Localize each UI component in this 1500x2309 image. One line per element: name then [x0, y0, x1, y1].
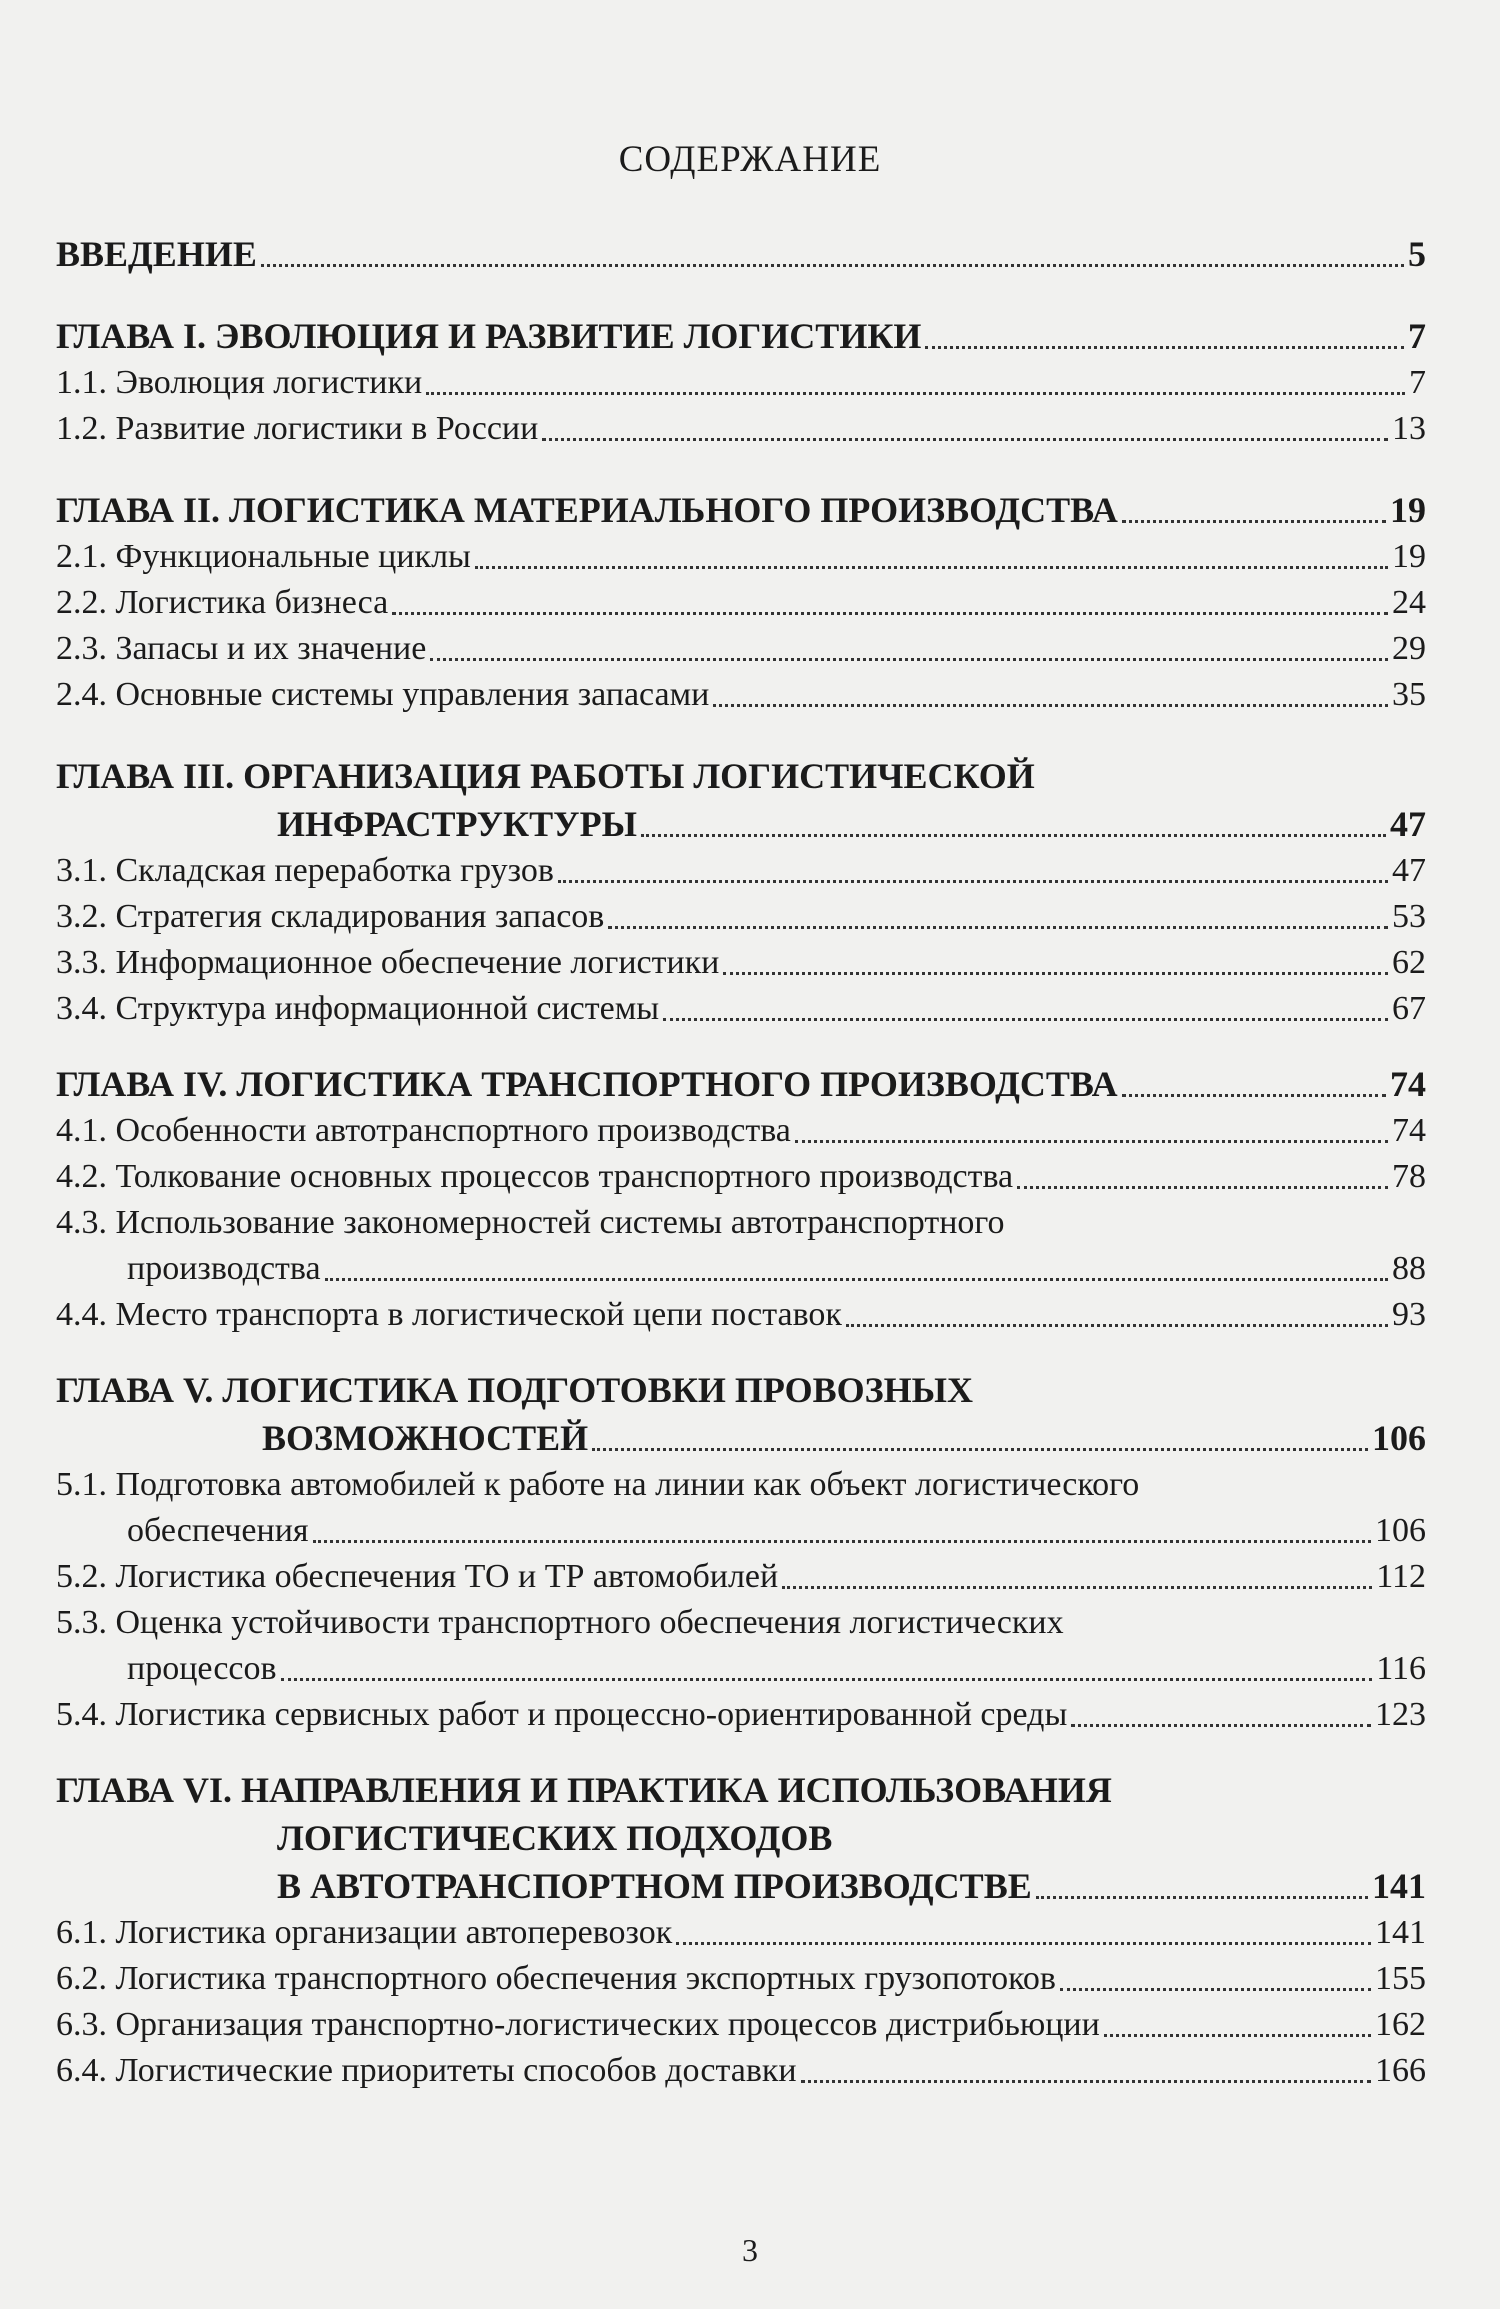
toc-chapter-5: ВОЗМОЖНОСТЕЙ 106 [262, 1418, 1426, 1458]
toc-section-3-1: 3.1. Складская переработка грузов 47 [56, 852, 1426, 889]
toc-chapter-6-line-2: ЛОГИСТИЧЕСКИХ ПОДХОДОВ [277, 1818, 833, 1858]
toc-chapter-2: ГЛАВА II. ЛОГИСТИКА МАТЕРИАЛЬНОГО ПРОИЗВОДСТВА 19 [56, 490, 1426, 530]
toc-section-2-2: 2.2. Логистика бизнеса 24 [56, 584, 1426, 621]
toc-section-3-4: 3.4. Структура информационной системы 67 [56, 990, 1426, 1027]
toc-section-6-1: 6.1. Логистика организации автоперевозок 141 [56, 1914, 1426, 1951]
toc-section-5-1-line-1: 5.1. Подготовка автомобилей к работе на линии как объект логистического [56, 1466, 1140, 1503]
toc-section-5-4: 5.4. Логистика сервисных работ и процессно-ориентированной среды 123 [56, 1696, 1426, 1733]
toc-chapter-3: ИНФРАСТРУКТУРЫ 47 [277, 804, 1426, 844]
toc-chapter-5-line-1: ГЛАВА V. ЛОГИСТИКА ПОДГОТОВКИ ПРОВОЗНЫХ [56, 1370, 974, 1410]
toc-chapter-6-line-1: ГЛАВА VI. НАПРАВЛЕНИЯ И ПРАКТИКА ИСПОЛЬЗОВАНИЯ [56, 1770, 1112, 1810]
toc-section-2-4: 2.4. Основные системы управления запасами 35 [56, 676, 1426, 713]
toc-entry-intro: ВВЕДЕНИЕ 5 [56, 234, 1426, 274]
toc-section-6-4: 6.4. Логистические приоритеты способов доставки 166 [56, 2052, 1426, 2089]
toc-section-4-1: 4.1. Особенности автотранспортного производства 74 [56, 1112, 1426, 1149]
toc-section-4-3: производства 88 [127, 1250, 1426, 1287]
toc-section-5-3: процессов 116 [127, 1650, 1426, 1687]
toc-chapter-6: В АВТОТРАНСПОРТНОМ ПРОИЗВОДСТВЕ 141 [277, 1866, 1426, 1906]
page-number: 3 [742, 2232, 758, 2268]
toc-section-5-3-line-1: 5.3. Оценка устойчивости транспортного обеспечения логистических [56, 1604, 1064, 1641]
table-of-contents [56, 230, 1426, 2094]
toc-section-2-3: 2.3. Запасы и их значение 29 [56, 630, 1426, 667]
toc-section-5-1: обеспечения 106 [127, 1512, 1426, 1549]
toc-section-1-2: 1.2. Развитие логистики в России 13 [56, 410, 1426, 447]
toc-section-3-2: 3.2. Стратегия складирования запасов 53 [56, 898, 1426, 935]
toc-chapter-1: ГЛАВА I. ЭВОЛЮЦИЯ И РАЗВИТИЕ ЛОГИСТИКИ 7 [56, 316, 1426, 356]
toc-section-5-2: 5.2. Логистика обеспечения ТО и ТР автомобилей 112 [56, 1558, 1426, 1595]
toc-chapter-4: ГЛАВА IV. ЛОГИСТИКА ТРАНСПОРТНОГО ПРОИЗВОДСТВА 74 [56, 1064, 1426, 1104]
toc-section-6-2: 6.2. Логистика транспортного обеспечения экспортных грузопотоков 155 [56, 1960, 1426, 1997]
toc-section-1-1: 1.1. Эволюция логистики 7 [56, 364, 1426, 401]
toc-chapter-3-line-1: ГЛАВА III. ОРГАНИЗАЦИЯ РАБОТЫ ЛОГИСТИЧЕСКОЙ [56, 756, 1035, 796]
toc-section-4-3-line-1: 4.3. Использование закономерностей системы автотранспортного [56, 1204, 1005, 1241]
toc-section-6-3: 6.3. Организация транспортно-логистических процессов дистрибьюции 162 [56, 2006, 1426, 2043]
toc-section-4-2: 4.2. Толкование основных процессов транспортного производства 78 [56, 1158, 1426, 1195]
toc-section-3-3: 3.3. Информационное обеспечение логистики 62 [56, 944, 1426, 981]
toc-section-2-1: 2.1. Функциональные циклы 19 [56, 538, 1426, 575]
toc-section-4-4: 4.4. Место транспорта в логистической цепи поставок 93 [56, 1296, 1426, 1333]
page-title: СОДЕРЖАНИЕ [618, 139, 882, 180]
